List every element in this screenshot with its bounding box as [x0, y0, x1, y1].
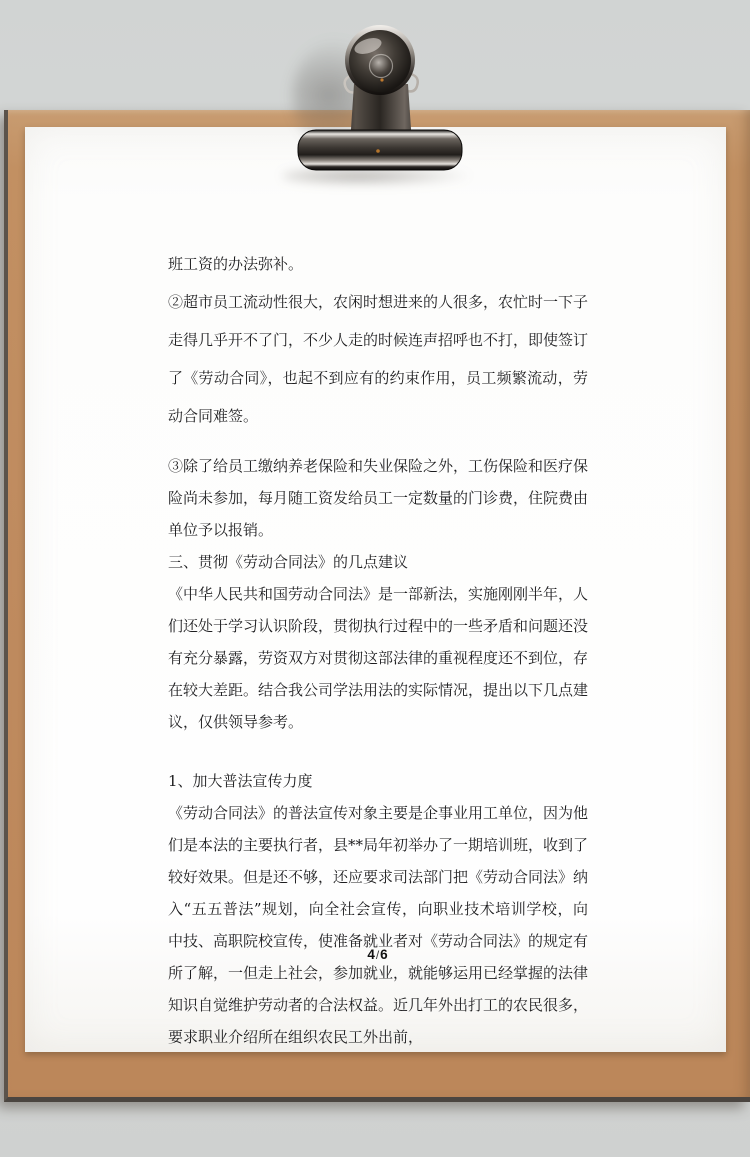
document-paragraph: 班工资的办法弥补。	[168, 255, 304, 273]
document-paragraph: ②超市员工流动性很大，农闲时想进来的人很多，农忙时一下子走得几乎开不了门，不少人走的时候连声招呼也不打，即使签订了《劳动合同》，也起不到应有的约束作用，员工频繁流动，劳动合同难签。	[168, 293, 589, 425]
document-paragraph: 《劳动合同法》的普法宣传对象主要是企事业用工单位，因为他们是本法的主要执行者，县**局年初举办了一期培训班，收到了较好效果。但是还不够，还应要求司法部门把《劳动合同法》纳入“五五普法”规划，向全社会宣传，向职业技术培训学校，向中技、高职院校宣传，使准备就业者对《劳动合同法》的规定有所了解，一但走上社会，参加就业，就能够运用已经掌握的法律知识自觉维护劳动者的合法权益。近几年外出打工的农民很多，要求职业介绍所在组织农民工外出前，	[168, 804, 589, 1046]
clip-glint	[376, 149, 380, 153]
page-number-current: 4	[367, 947, 376, 962]
section-heading: 1、加大普法宣传力度	[168, 772, 313, 790]
document-body	[168, 245, 588, 1053]
section-heading: 三、贯彻《劳动合同法》的几点建议	[168, 553, 409, 571]
document-paragraph: ③除了给员工缴纳养老保险和失业保险之外，工伤保险和医疗保险尚未参加，每月随工资发给员工一定数量的门诊费，住院费由单位予以报销。	[168, 457, 589, 539]
clip-glint	[380, 78, 383, 81]
document-page	[25, 127, 726, 1052]
page-number-total: 6	[380, 947, 389, 962]
document-paragraph: 《中华人民共和国劳动合同法》是一部新法，实施刚刚半年，人们还处于学习认识阶段，贯彻执行过程中的一些矛盾和问题还没有充分暴露，劳资双方对贯彻这部法律的重视程度还不到位，存在较大差距。结合我公司学法用法的实际情况，提出以下几点建议，仅供领导参考。	[168, 585, 589, 731]
page-number-separator: /	[375, 948, 381, 962]
clip-bar	[298, 130, 462, 170]
binder-clip	[290, 18, 470, 183]
page-number	[168, 947, 588, 962]
